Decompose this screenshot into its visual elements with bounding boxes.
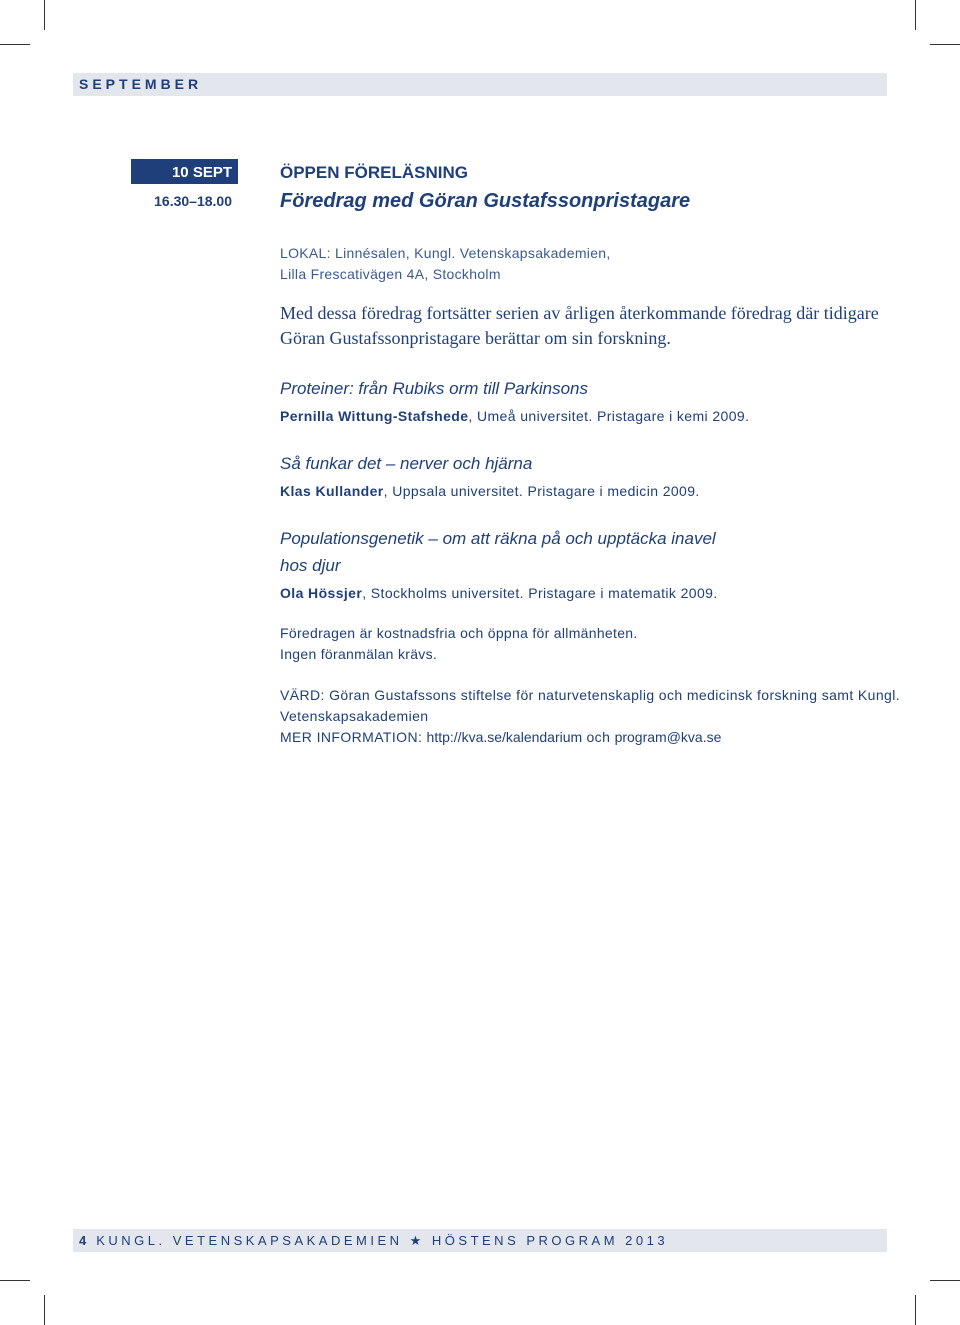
- host-text: Göran Gustafssons stiftelse för naturvetenskaplig och medicinsk forskning samt Kungl. Vetenskapsakademien: [280, 687, 901, 724]
- info-and: och: [586, 729, 611, 745]
- crop-mark: [915, 0, 916, 30]
- more-info-line: [280, 727, 900, 748]
- crop-mark: [44, 0, 45, 30]
- admission-line-2: Ingen föranmälan krävs.: [280, 646, 438, 662]
- event-content: [280, 160, 900, 748]
- talk-speaker-line: [280, 583, 900, 603]
- talk-item: [280, 525, 900, 603]
- page-number: 4: [79, 1233, 87, 1248]
- admission-line-1: Föredragen är kostnadsfria och öppna för allmänheten.: [280, 625, 638, 641]
- crop-mark: [0, 1280, 30, 1281]
- event-date: 10 SEPT: [131, 159, 238, 184]
- location-line-1: LOKAL: Linnésalen, Kungl. Vetenskapsakademien,: [280, 245, 611, 261]
- talk-title: Proteiner: från Rubiks orm till Parkinsons: [280, 379, 589, 398]
- talk-speaker: Pernilla Wittung-Stafshede: [280, 408, 469, 424]
- talk-details: , Umeå universitet. Pristagare i kemi 2009.: [468, 408, 750, 424]
- more-info-label: MER INFORMATION:: [280, 729, 423, 745]
- info-url-link[interactable]: http://kva.se/kalendarium: [426, 729, 583, 745]
- host-label: VÄRD:: [280, 687, 325, 703]
- event-intro: Med dessa föredrag fortsätter serien av årligen återkommande föredrag där tidigare Göran Gustafssonpristagare berättar om sin forskning.: [280, 303, 879, 348]
- event-type-label: ÖPPEN FÖRELÄSNING: [280, 163, 468, 182]
- talk-speaker: Klas Kullander: [280, 483, 384, 499]
- event-location: [280, 243, 900, 285]
- talk-speaker-line: [280, 481, 900, 501]
- talk-details: , Uppsala universitet. Pristagare i medicin 2009.: [383, 483, 700, 499]
- crop-mark: [44, 1295, 45, 1325]
- month-header: SEPTEMBER: [73, 73, 887, 96]
- talk-title: Populationsgenetik – om att räkna på och upptäcka inavel hos djur: [280, 529, 716, 575]
- talk-item: [280, 375, 900, 426]
- host-info: [280, 685, 900, 748]
- talk-speaker-line: [280, 406, 900, 426]
- location-line-2: Lilla Frescativägen 4A, Stockholm: [280, 266, 501, 282]
- host-line: [280, 685, 900, 727]
- crop-mark: [930, 44, 960, 45]
- admission-note: [280, 623, 900, 665]
- talk-title: Så funkar det – nerver och hjärna: [280, 454, 533, 473]
- talk-details: , Stockholms universitet. Pristagare i matematik 2009.: [362, 585, 718, 601]
- talk-item: [280, 450, 900, 501]
- crop-mark: [0, 44, 30, 45]
- talk-speaker: Ola Hössjer: [280, 585, 363, 601]
- event-time: 16.30–18.00: [154, 193, 232, 209]
- footer-text: KUNGL. VETENSKAPSAKADEMIEN ★ HÖSTENS PROGRAM 2013: [96, 1233, 669, 1248]
- crop-mark: [915, 1295, 916, 1325]
- footer: [73, 1229, 887, 1252]
- crop-mark: [930, 1280, 960, 1281]
- info-email-link[interactable]: program@kva.se: [614, 729, 722, 745]
- event-title: Föredrag med Göran Gustafssonpristagare: [280, 190, 691, 212]
